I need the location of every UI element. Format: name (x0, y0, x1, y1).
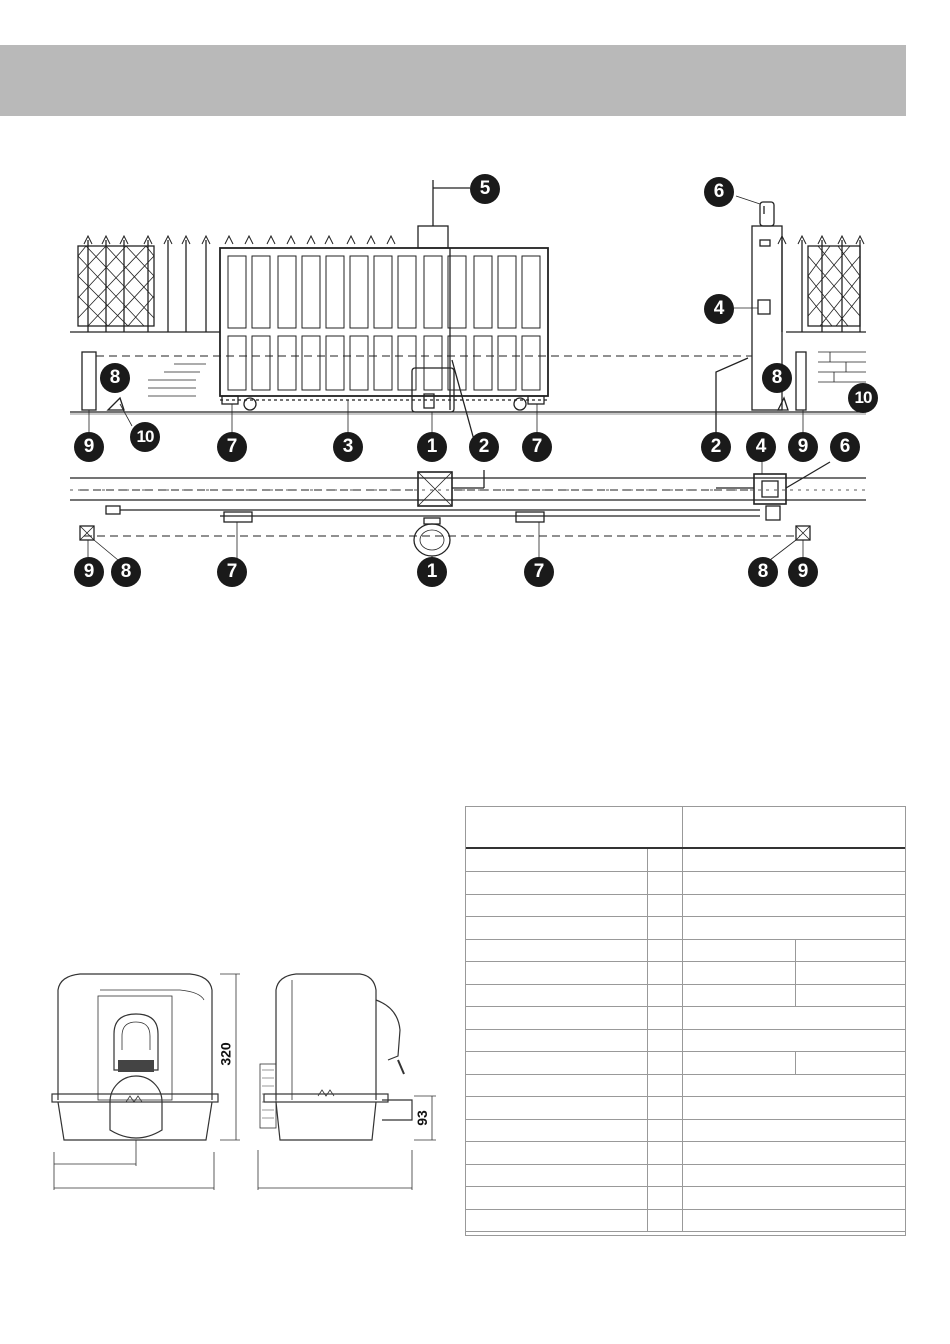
callout-plan-photocell-left: 8 (111, 557, 141, 587)
callout-stop-left: 10 (130, 422, 160, 452)
callout-photocell-right: 8 (762, 363, 792, 393)
table-row (466, 1187, 905, 1210)
table-row (466, 1142, 905, 1165)
callout-key-switch: 4 (704, 294, 734, 324)
callout-post-right: 9 (788, 432, 818, 462)
table-row (466, 849, 905, 872)
callout-plan-limit-right: 7 (524, 557, 554, 587)
table-row (466, 939, 905, 962)
callout-plan-motor: 1 (417, 557, 447, 587)
table-row (466, 1119, 905, 1142)
table-row (466, 872, 905, 895)
table-row (466, 1209, 905, 1232)
table-row (466, 917, 905, 940)
callout-flashing-lamp: 6 (704, 177, 734, 207)
table-row (466, 1052, 905, 1075)
callout-antenna: 5 (470, 174, 500, 204)
callout-photocell-column: 2 (469, 432, 499, 462)
callout-limit-right: 7 (522, 432, 552, 462)
table-row (466, 984, 905, 1007)
callout-plan-photocell-right: 8 (748, 557, 778, 587)
table-row (466, 1029, 905, 1052)
dimension-base: 93 (413, 1110, 430, 1126)
callout-motor: 1 (417, 432, 447, 462)
callout-photocell-left: 8 (100, 363, 130, 393)
callout-limit-left: 7 (217, 432, 247, 462)
table-row (466, 1164, 905, 1187)
callout-flashing-lamp-plan: 6 (830, 432, 860, 462)
callout-stop-right: 10 (848, 383, 878, 413)
table-row (466, 894, 905, 917)
table-header (466, 807, 905, 849)
callout-plan-post-right: 9 (788, 557, 818, 587)
table-row (466, 1007, 905, 1030)
technical-specs-table (465, 806, 906, 1236)
table-row (466, 1074, 905, 1097)
callout-photocell-pillar: 2 (701, 432, 731, 462)
callout-plan-limit-left: 7 (217, 557, 247, 587)
callout-post-left: 9 (74, 432, 104, 462)
table-row (466, 1097, 905, 1120)
dimension-height: 320 (217, 1042, 234, 1066)
callout-plan-post-left: 9 (74, 557, 104, 587)
callout-key-switch-plan: 4 (746, 432, 776, 462)
callout-rack: 3 (333, 432, 363, 462)
table-row (466, 962, 905, 985)
